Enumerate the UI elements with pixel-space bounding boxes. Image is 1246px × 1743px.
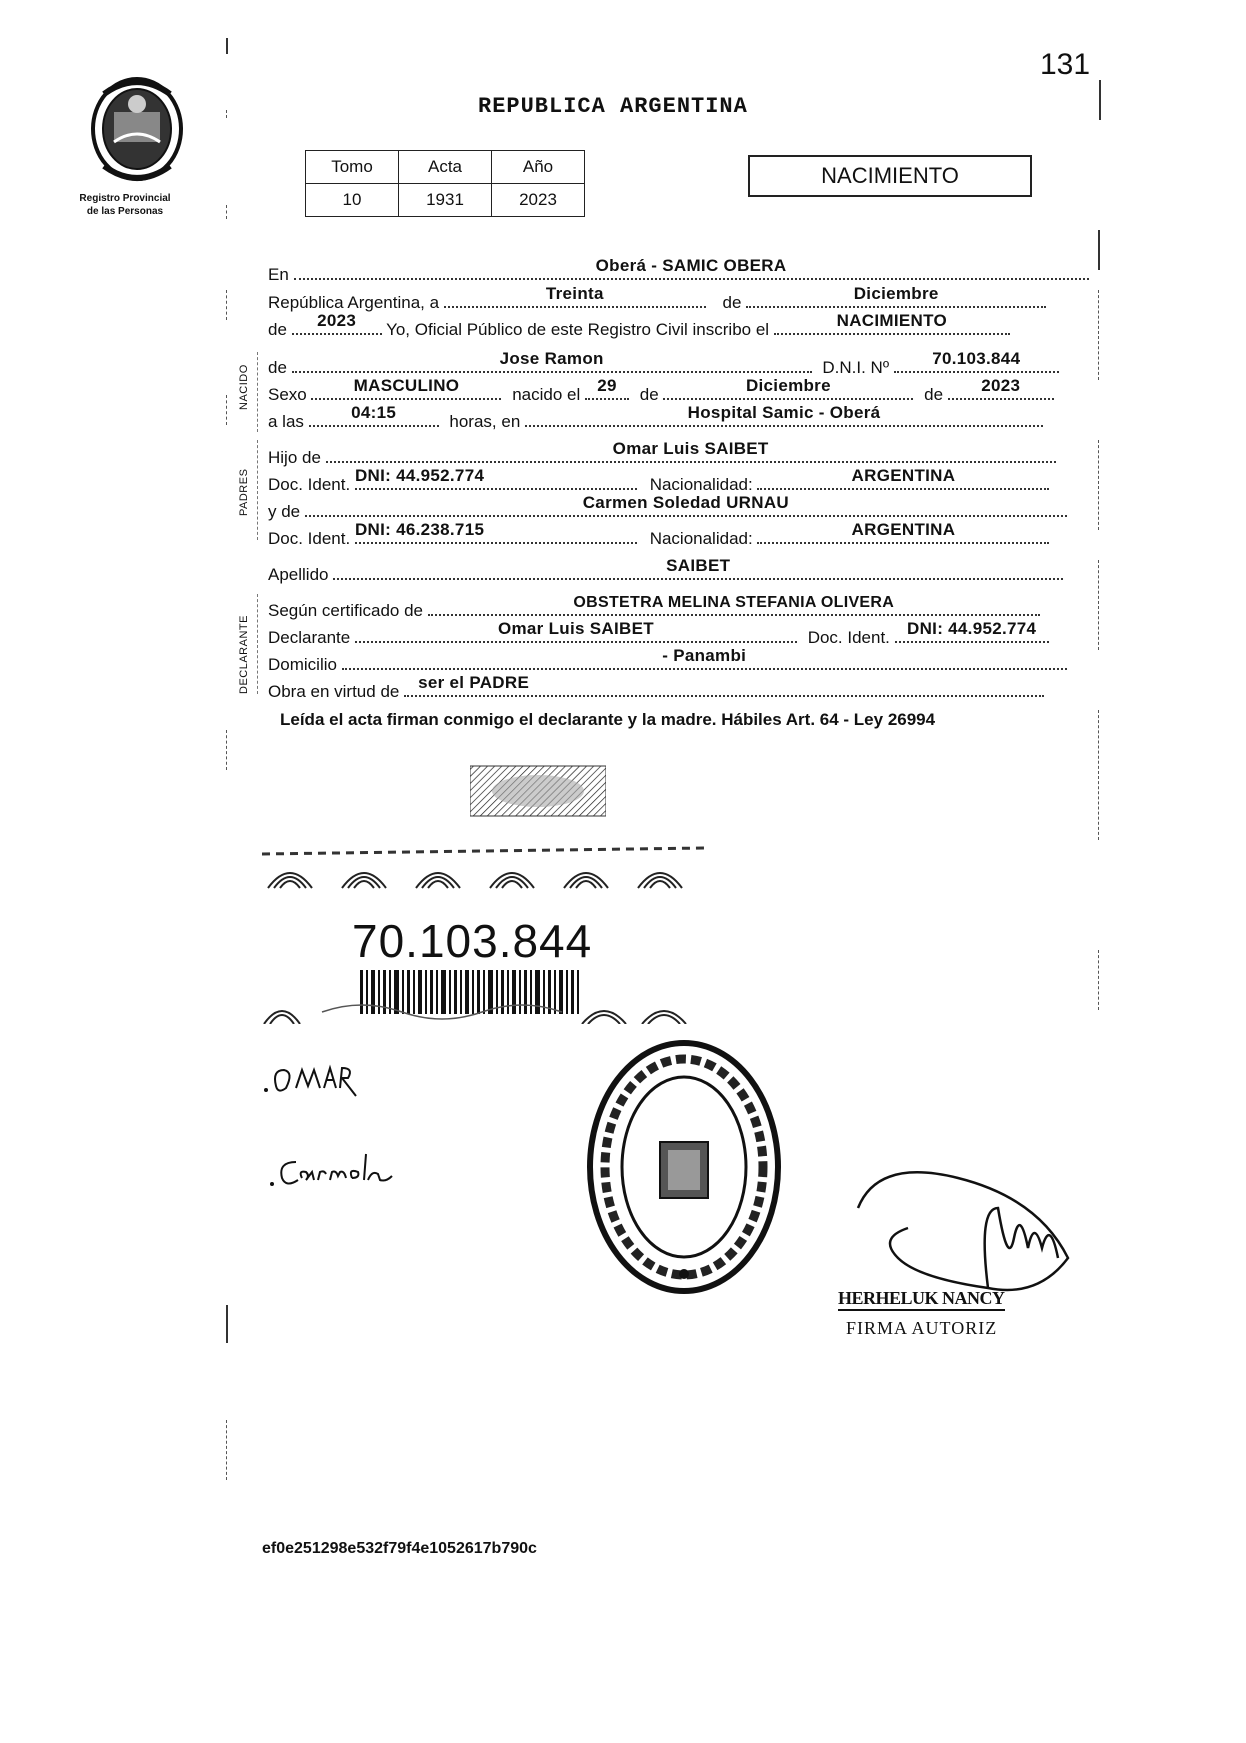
birth-year-field xyxy=(948,376,1054,400)
document-title: REPUBLICA ARGENTINA xyxy=(478,94,748,119)
province-emblem xyxy=(84,74,190,195)
line-sex xyxy=(268,376,1054,405)
value-mother: Carmen Soledad URNAU xyxy=(582,493,789,512)
margin-mark xyxy=(226,110,227,118)
signature-declarant xyxy=(262,1056,372,1107)
margin-mark xyxy=(1098,440,1099,530)
mother-nationality-field xyxy=(757,520,1049,544)
sticker-number: 70.103.844 xyxy=(352,915,593,967)
margin-mark xyxy=(226,730,227,770)
value-father: Omar Luis SAIBET xyxy=(612,439,769,458)
certificate-field xyxy=(428,596,1040,616)
side-label-declarante: DECLARANTE xyxy=(238,615,250,694)
margin-mark xyxy=(1099,80,1101,120)
declarant-doc-field xyxy=(895,619,1049,643)
label-doc-ident3: Doc. Ident. xyxy=(807,628,890,647)
label-yo: Yo, Oficial Público de este Registro Civil inscribo el xyxy=(386,320,770,339)
line-address xyxy=(268,646,1067,675)
surname-field xyxy=(333,556,1063,580)
label-segun: Según certificado de xyxy=(268,601,423,620)
value-place: Oberá - SAMIC OBERA xyxy=(595,256,787,275)
sticker-band-bottom xyxy=(262,994,704,1029)
label-republica: República Argentina, a xyxy=(268,293,440,312)
table-value-tomo: 10 xyxy=(306,184,399,217)
official-title: FIRMA AUTORIZ xyxy=(846,1318,998,1338)
mother-field xyxy=(305,493,1067,517)
value-reason: ser el PADRE xyxy=(418,673,530,692)
label-doc-ident: Doc. Ident. xyxy=(268,475,351,494)
birth-day-field xyxy=(585,376,629,400)
year-field xyxy=(292,311,382,335)
line-time xyxy=(268,403,1043,432)
label-obra: Obra en virtud de xyxy=(268,682,400,701)
side-label-nacido: NACIDO xyxy=(238,364,250,410)
signature-mother xyxy=(268,1148,398,1199)
official-stamp xyxy=(584,1036,784,1303)
margin-mark xyxy=(226,205,227,219)
value-type: NACIMIENTO xyxy=(836,311,947,330)
table-header-tomo: Tomo xyxy=(306,151,399,184)
value-father-doc: DNI: 44.952.774 xyxy=(354,466,485,485)
value-time: 04:15 xyxy=(351,403,397,422)
record-table xyxy=(305,150,585,217)
declarant-field xyxy=(355,619,797,643)
official-name: HERHELUK NANCY xyxy=(838,1288,1005,1311)
dni-field xyxy=(894,349,1059,373)
logo-caption xyxy=(60,192,190,218)
section-bracket xyxy=(257,440,258,540)
value-birth-day: 29 xyxy=(597,376,617,395)
line-mother xyxy=(268,493,1067,522)
line-year xyxy=(268,311,1010,340)
table-header-acta: Acta xyxy=(399,151,492,184)
label-dni: D.N.I. Nº xyxy=(822,358,890,377)
value-mother-doc: DNI: 46.238.715 xyxy=(354,520,485,539)
mother-doc-field xyxy=(354,520,637,544)
table-value-anio: 2023 xyxy=(492,184,585,217)
line-place xyxy=(268,256,1089,285)
father-nationality-field xyxy=(757,466,1049,490)
line-date xyxy=(268,284,1046,313)
month-field xyxy=(746,284,1046,308)
section-bracket xyxy=(257,594,258,694)
margin-mark xyxy=(1098,950,1099,1010)
hospital-field xyxy=(525,403,1043,427)
value-month: Diciembre xyxy=(853,284,939,303)
father-field xyxy=(326,439,1056,463)
label-nacionalidad2: Nacionalidad: xyxy=(649,529,753,548)
label-nacionalidad: Nacionalidad: xyxy=(649,475,753,494)
label-nacido-el: nacido el xyxy=(512,385,581,404)
value-declarant: Omar Luis SAIBET xyxy=(497,619,654,638)
value-address: - Panambi xyxy=(662,646,747,665)
label-de2: de xyxy=(268,320,287,339)
sex-field xyxy=(311,376,501,400)
line-surname xyxy=(268,556,1063,585)
type-field xyxy=(774,311,1010,335)
value-hospital: Hospital Samic - Oberá xyxy=(687,403,881,422)
margin-mark xyxy=(226,395,227,425)
value-sex: MASCULINO xyxy=(353,376,460,395)
margin-mark xyxy=(1098,230,1100,270)
security-hologram xyxy=(470,762,606,825)
value-mother-nationality: ARGENTINA xyxy=(851,520,956,539)
day-field xyxy=(444,284,706,308)
sticker-band-top xyxy=(262,846,704,895)
line-reason xyxy=(268,673,1044,702)
value-certificate: OBSTETRA MELINA STEFANIA OLIVERA xyxy=(573,594,895,611)
value-day: Treinta xyxy=(545,284,604,303)
table-value-acta: 1931 xyxy=(399,184,492,217)
label-horas-en: horas, en xyxy=(449,412,521,431)
margin-mark xyxy=(226,38,228,54)
act-type-box: NACIMIENTO xyxy=(748,155,1032,197)
label-y-de: y de xyxy=(268,502,301,521)
value-name: Jose Ramon xyxy=(499,349,604,368)
value-dni: 70.103.844 xyxy=(932,349,1021,368)
label-doc-ident2: Doc. Ident. xyxy=(268,529,351,548)
line-name xyxy=(268,349,1059,378)
label-sexo: Sexo xyxy=(268,385,307,404)
value-birth-month: Diciembre xyxy=(745,376,831,395)
label-en: En xyxy=(268,265,289,284)
line-mother-doc xyxy=(268,520,1049,549)
label-hijo-de: Hijo de xyxy=(268,448,321,467)
label-de: de xyxy=(722,293,742,312)
line-father-doc xyxy=(268,466,1049,495)
birth-month-field xyxy=(663,376,913,400)
margin-mark xyxy=(226,1305,228,1343)
label-apellido: Apellido xyxy=(268,565,329,584)
reason-field xyxy=(404,673,1044,697)
label-a-las: a las xyxy=(268,412,304,431)
label-de-anio: de xyxy=(924,385,944,404)
line-father xyxy=(268,439,1056,468)
value-birth-year: 2023 xyxy=(981,376,1021,395)
page-number: 131 xyxy=(1040,48,1091,81)
father-doc-field xyxy=(354,466,637,490)
label-de-mes: de xyxy=(639,385,659,404)
label-de-name: de xyxy=(268,358,287,377)
time-field xyxy=(309,403,439,427)
place-field xyxy=(294,256,1089,280)
value-year: 2023 xyxy=(317,311,357,330)
table-header-anio: Año xyxy=(492,151,585,184)
address-field xyxy=(342,646,1067,670)
side-label-padres: PADRES xyxy=(238,468,250,516)
margin-mark xyxy=(1098,710,1099,840)
logo-caption-line1: Registro Provincial xyxy=(79,193,171,204)
logo-caption-line2: de las Personas xyxy=(86,206,164,217)
label-domicilio: Domicilio xyxy=(268,655,337,674)
margin-mark xyxy=(1098,290,1099,380)
value-surname: SAIBET xyxy=(666,556,731,575)
margin-mark xyxy=(226,290,227,320)
section-bracket xyxy=(257,352,258,432)
margin-mark xyxy=(226,1420,227,1480)
closing-note: Leída el acta firman conmigo el declarante y la madre. Hábiles Art. 64 - Ley 26994 xyxy=(280,710,936,729)
line-certificate xyxy=(268,596,1040,621)
value-father-nationality: ARGENTINA xyxy=(851,466,956,485)
line-declarant xyxy=(268,619,1049,648)
name-field xyxy=(292,349,812,373)
document-hash: ef0e251298e532f79f4e1052617b790c xyxy=(262,1540,537,1557)
label-declarante: Declarante xyxy=(268,628,351,647)
value-declarant-doc: DNI: 44.952.774 xyxy=(907,619,1037,638)
margin-mark xyxy=(1098,560,1099,650)
